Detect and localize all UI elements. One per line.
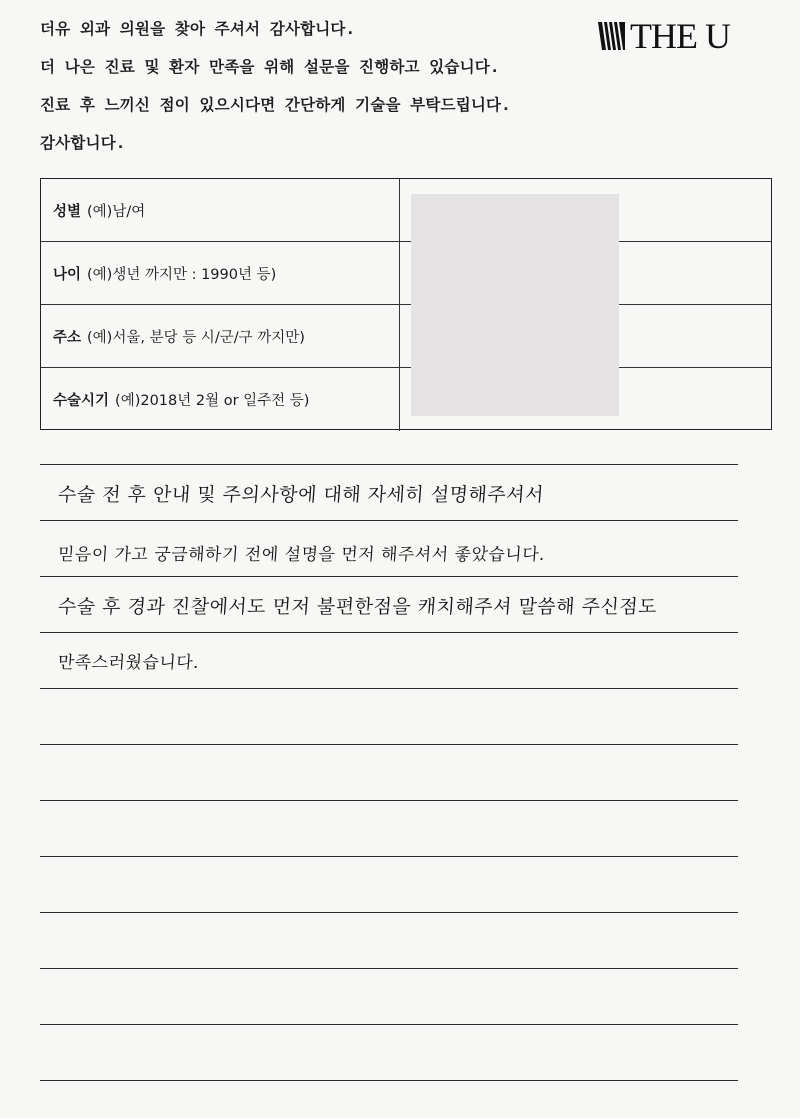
ruled-line xyxy=(40,464,738,465)
address-label: 주소 xyxy=(53,329,82,346)
intro-line-3: 진료 후 느끼신 점이 있으시다면 간단하게 기술을 부탁드립니다. xyxy=(40,96,511,114)
patient-info-table xyxy=(40,178,772,430)
intro-line-1: 더유 외과 의원을 찾아 주셔서 감사합니다. xyxy=(40,20,356,38)
ruled-line xyxy=(40,744,738,745)
address-hint: (예)서울, 분당 등 시/군/구 까지만) xyxy=(87,329,305,346)
intro-line-2: 더 나은 진료 및 환자 만족을 위해 설문을 진행하고 있습니다. xyxy=(40,58,500,76)
surgery-date-hint: (예)2018년 2월 or 일주전 등) xyxy=(115,393,310,409)
gender-label: 성별 xyxy=(53,203,82,220)
ruled-line xyxy=(40,1080,738,1081)
logo-mark-icon xyxy=(596,20,626,52)
gender-hint: (예)남/여 xyxy=(87,203,146,220)
intro-text xyxy=(40,18,511,170)
ruled-line xyxy=(40,688,738,689)
row-surgery-date xyxy=(41,368,771,431)
intro-line-4: 감사합니다. xyxy=(40,134,126,152)
ruled-line xyxy=(40,632,738,633)
surgery-date-label: 수술시기 xyxy=(53,393,110,409)
ruled-line xyxy=(40,968,738,969)
handwritten-line-2: 믿음이 가고 궁금해하기 전에 설명을 먼저 해주셔서 좋았습니다. xyxy=(57,545,546,565)
row-gender xyxy=(41,179,771,242)
row-address xyxy=(41,305,771,368)
ruled-line xyxy=(40,520,738,521)
ruled-line xyxy=(40,1024,738,1025)
ruled-line xyxy=(40,576,738,577)
ruled-line xyxy=(40,912,738,913)
redaction-box xyxy=(411,194,619,416)
ruled-line xyxy=(40,800,738,801)
handwritten-line-3: 수술 후 경과 진찰에서도 먼저 불편한점을 캐치해주셔 말씀해 주신점도 xyxy=(57,596,658,618)
age-label: 나이 xyxy=(53,266,82,283)
handwritten-line-4: 만족스러웠습니다. xyxy=(57,653,200,673)
handwritten-line-1: 수술 전 후 안내 및 주의사항에 대해 자세히 설명해주셔서 xyxy=(57,484,545,506)
clinic-logo xyxy=(596,16,730,56)
ruled-line xyxy=(40,856,738,857)
age-hint: (예)생년 까지만 : 1990년 등) xyxy=(87,266,277,283)
logo-text: THE U xyxy=(630,16,730,56)
row-age xyxy=(41,242,771,305)
